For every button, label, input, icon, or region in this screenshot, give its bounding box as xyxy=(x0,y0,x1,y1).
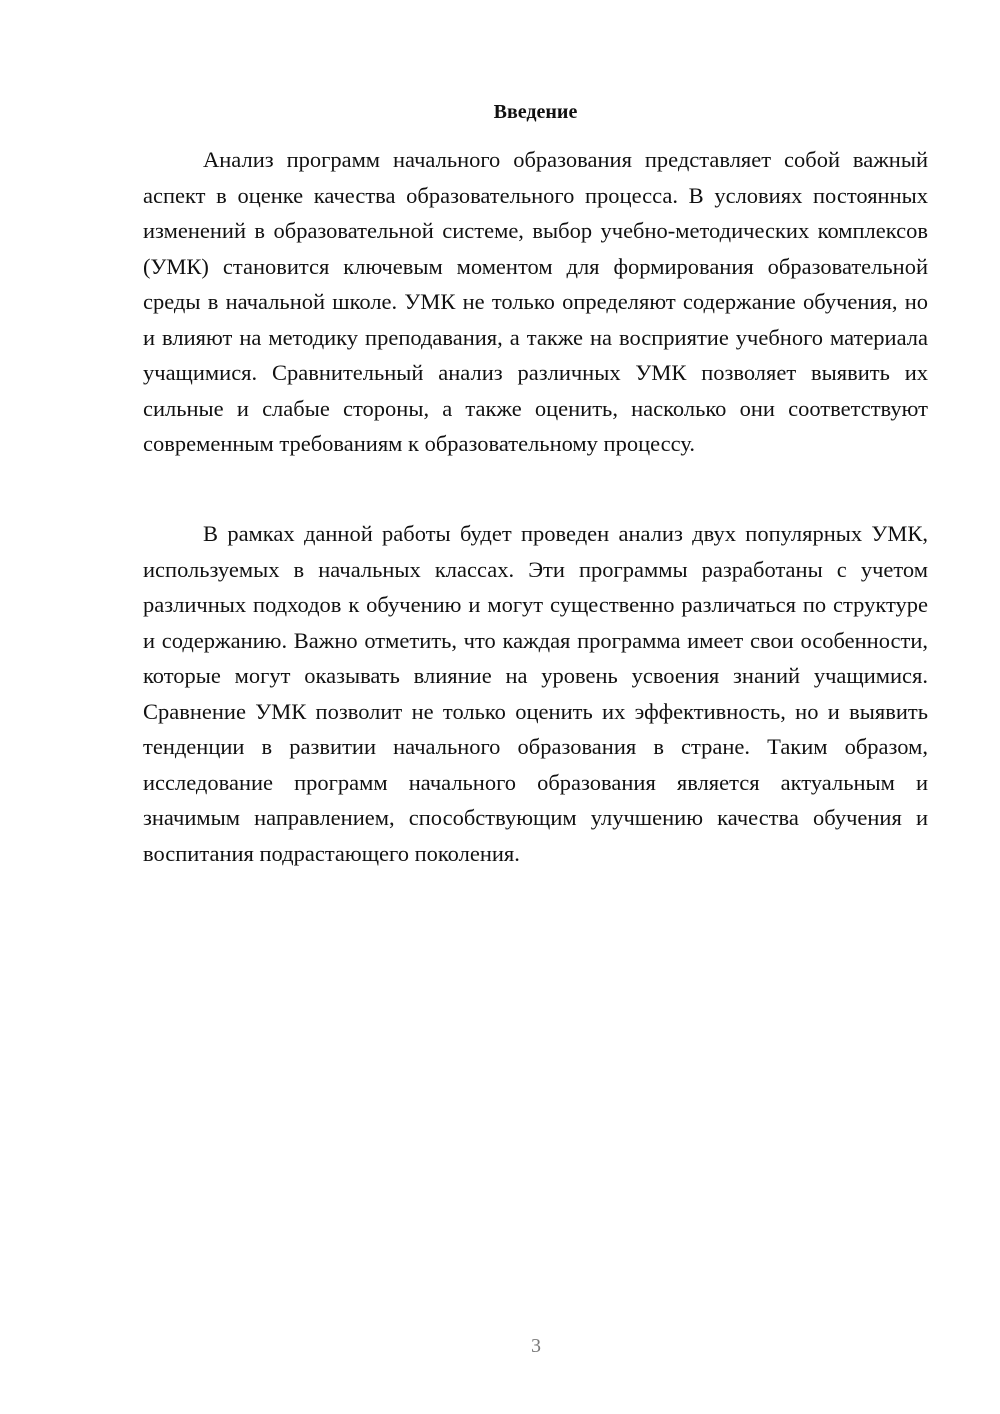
paragraph-2: В рамках данной работы будет проведен анализ двух популярных УМК, используемых в начальных классах. Эти программы разработаны с учетом различных подходов к обучению и могут существенно различаться по структуре и содержанию. Важно отметить, что каждая программа имеет свои особенности, которые могут оказывать влияние на уровень усвоения знаний учащимися. Сравнение УМК позволит не только оценить их эффективность, но и выявить тенденции в развитии начального образования в стране. Таким образом, исследование программ начального образования является актуальным и значимым направлением, способствующим улучшению качества обучения и воспитания подрастающего поколения. xyxy=(143,521,928,866)
section-heading: Введение xyxy=(493,101,578,123)
page-number: 3 xyxy=(531,1335,541,1357)
paragraph-1: Анализ программ начального образования представляет собой важный аспект в оценке качества образовательного процесса. В условиях постоянных изменений в образовательной системе, выбор учебно-методических комплексов (УМК) становится ключевым моментом для формирования образовательной среды в начальной школе. УМК не только определяют содержание обучения, но и влияют на методику преподавания, а также на восприятие учебного материала учащимися. Сравнительный анализ различных УМК позволяет выявить их сильные и слабые стороны, а также оценить, насколько они соответствуют современным требованиям к образовательному процессу. xyxy=(143,147,928,456)
